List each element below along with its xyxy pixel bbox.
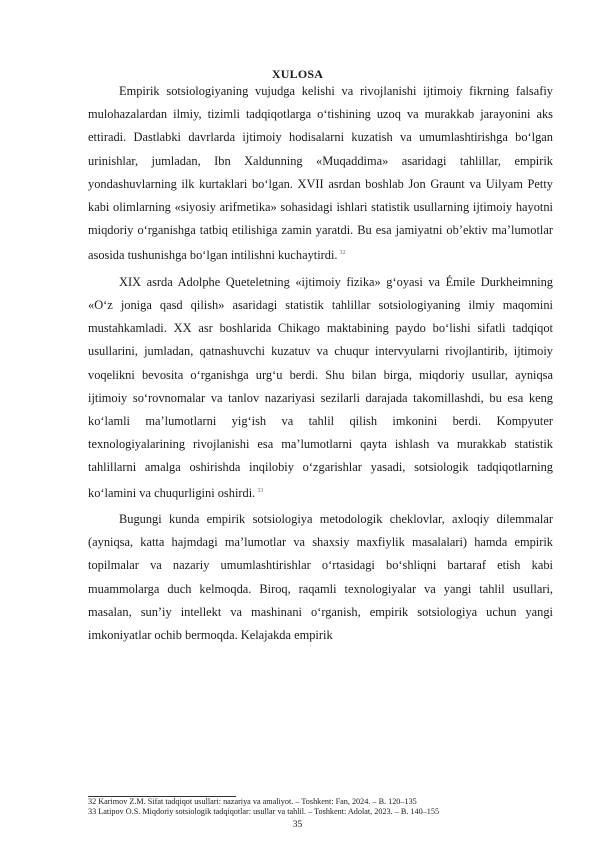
paragraph-1 <box>88 80 553 268</box>
footnote-32: 32 Karimov Z.M. Sifat tadqiqot usullari: nazariya va amaliyot. – Toshkent: Fan, 2024. – B. 120–135 <box>88 797 417 806</box>
section-title: XULOSA <box>271 67 324 81</box>
page-number: 35 <box>292 820 303 830</box>
paragraph-3-text: Bugungi kunda empirik sotsiologiya metodologik cheklovlar, axloqiy dilemmalar (ayniqsa, katta hajmdagi maʼlumotlar va shaxsiy maxfiylik masalalari) hamda empirik topilmalar va nazariy umumlashtirishlar oʻrtasidagi boʻshliqni bartaraf etish kabi muammolarga duch kelmoqda. Biroq, raqamli texnologiyalar va yangi tahlil usullari, masalan, sunʼiy intellekt va mashinani oʻrganish, empirik sotsiologiya uchun yangi imkoniyatlar ochib bermoqda. Kelajakda empirik <box>88 511 553 642</box>
footnote-ref-33[interactable]: 33 <box>257 487 264 494</box>
footnotes <box>88 797 553 818</box>
body-text <box>88 80 553 650</box>
paragraph-1-text: Empirik sotsiologiyaning vujudga kelishi va rivojlanishi ijtimoiy fikrning falsafiy mulohazalardan ilmiy, tizimli tadqiqotlarga oʻtishining uzoq va murakkab jarayonini aks ettiradi. Dastlabki davrlarda ijtimoiy hodisalarni kuzatish va umumlashtirishga boʻlgan urinishlar, jumladan, Ibn Xaldunning «Muqaddima» asaridagi tahlillar, empirik yondashuvlarning ilk kurtaklari boʻlgan. XVII asrdan boshlab Jon Graunt va Uilyam Petty kabi olimlarning «siyosiy arifmetika» sohasidagi ishlari statistik usullarning ijtimoiy hayotni miqdoriy oʻrganishga tatbiq etilishiga zamin yaratdi. Bu esa jamiyatni obʼektiv maʼlumotlar asosida tushunishga boʻlgan intilishni kuchaytirdi. <box>88 84 553 263</box>
footnote-33: 33 Latipov O.S. Miqdoriy sotsiologik tadqiqotlar: usullar va tahlil. – Toshkent: Adolat, 2023. – B. 140–155 <box>88 807 440 817</box>
paragraph-2 <box>88 271 553 505</box>
paragraph-3 <box>88 508 553 647</box>
paragraph-2-text: XIX asrda Adolphe Queteletning «ijtimoiy fizika» gʻoyasi va Émile Durkheimning «Oʻz joniga qasd qilish» asaridagi statistik tahlillar sotsiologiyaning ilmiy maqomini mustahkamladi. XX asr boshlarida Chikago maktabining paydo boʻlishi sifatli tadqiqot usullarini, jumladan, qatnashuvchi kuzatuv va chuqur intervyularni rivojlantirib, ijtimoiy voqelikni bevosita oʻrganishga urgʻu berdi. Shu bilan birga, miqdoriy usullar, ayniqsa ijtimoiy soʻrovnomalar va tanlov nazariyasi sezilarli darajada takomillashdi, bu esa keng koʻlamli maʼlumotlarni yigʻish va tahlil qilish imkonini berdi. Kompyuter texnologiyalarining rivojlanishi esa maʼlumotlarni qayta ishlash va murakkab statistik tahlillarni amalga oshirishda inqilobiy oʻzgarishlar yasadi, sotsiologik tadqiqotlarning koʻlamini va chuqurligini oshirdi. <box>88 274 553 500</box>
footnote-ref-32[interactable]: 32 <box>339 250 346 257</box>
